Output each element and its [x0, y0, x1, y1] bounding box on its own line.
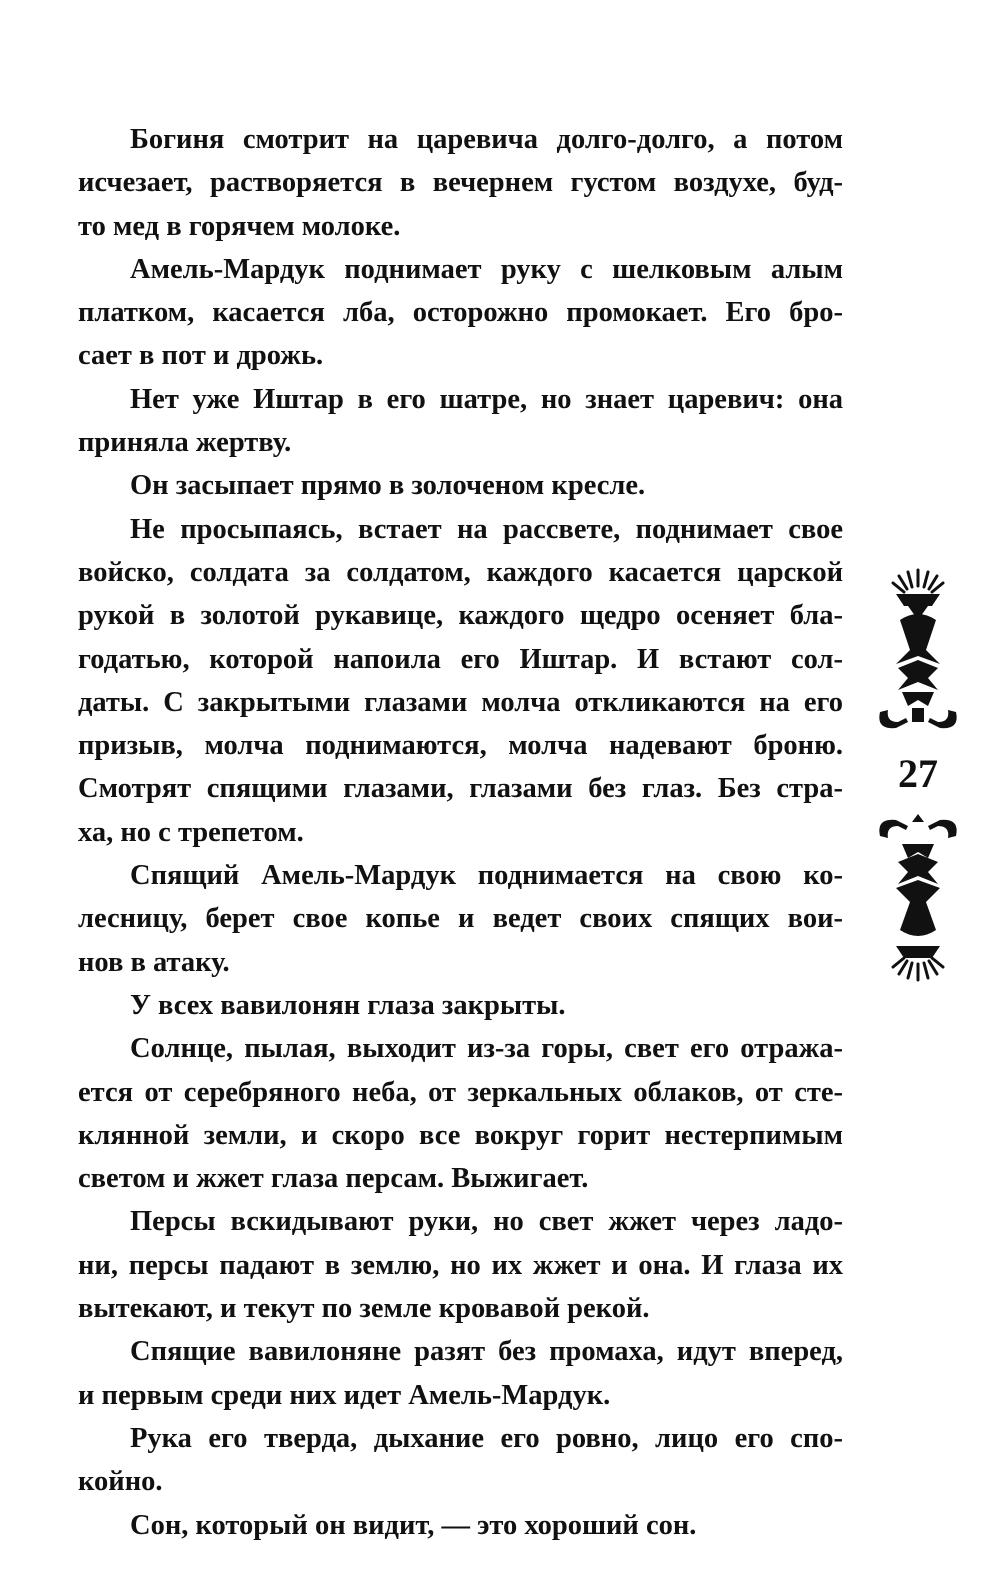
text-line: койно.	[78, 1466, 163, 1498]
text-line: светом и жжет глаза персам. Выжигает.	[78, 1163, 589, 1195]
text-line: Спящие вавилоняне разят без промаха, идут вперед,	[130, 1336, 843, 1368]
paragraph	[78, 984, 843, 1027]
text-line: У всех вавилонян глаза закрыты.	[130, 989, 566, 1021]
text-line: призыв, молча поднимаются, молча надевают броню.	[78, 730, 843, 762]
text-line: Не просыпаясь, встает на рассвете, поднимает свое	[130, 513, 843, 545]
text-line: Богиня смотрит на царевича долго-долго, а потом	[130, 124, 843, 155]
text-line: исчезает, растворяется в вечернем густом воздухе, буд-	[78, 167, 843, 199]
paragraph	[78, 1200, 843, 1330]
paragraph	[78, 378, 843, 465]
text-line: то мед в горячем молоке.	[78, 210, 401, 242]
paragraph	[78, 1027, 843, 1200]
text-line: вытекают, и текут по земле кровавой рекой.	[78, 1293, 650, 1325]
text-line: клянной земли, и скоро все вокруг горит нестерпимым	[78, 1119, 843, 1151]
text-line: платком, касается лба, осторожно промокает. Его бро-	[78, 297, 843, 329]
text-line: лесницу, берет свое копье и ведет своих спящих вои-	[78, 903, 843, 935]
text-line: Рука его тверда, дыхание его ровно, лицо его спо-	[130, 1422, 843, 1454]
paragraph	[78, 248, 843, 378]
text-line: войско, солдата за солдатом, каждого касается царской	[78, 556, 843, 588]
paragraph	[78, 1504, 843, 1547]
paragraph	[78, 508, 843, 854]
paragraph	[78, 854, 843, 984]
paragraph	[78, 118, 843, 248]
text-line: Нет уже Иштар в его шатре, но знает царевич: она	[130, 383, 843, 415]
body-text	[78, 118, 843, 1547]
text-line: Спящий Амель-Мардук поднимается на свою ко-	[130, 860, 843, 892]
paragraph	[78, 1330, 843, 1417]
text-line: рукой в золотой рукавице, каждого щедро осеняет бла-	[78, 600, 843, 632]
text-line: ни, персы падают в землю, но их жжет и она. И глаза их	[78, 1249, 843, 1281]
text-line: приняла жертву.	[78, 427, 292, 459]
text-line: Он засыпает прямо в золоченом кресле.	[130, 470, 646, 502]
text-line: нов в атаку.	[78, 946, 230, 978]
text-line: Сон, который он видит, — это хороший сон.	[130, 1509, 697, 1541]
paragraph	[78, 1417, 843, 1504]
text-line: сает в пот и дрожь.	[78, 340, 324, 372]
text-line: ется от серебряного неба, от зеркальных облаков, от сте-	[78, 1076, 843, 1108]
text-line: годатью, которой напоила его Иштар. И встают сол-	[78, 643, 843, 675]
text-line: ха, но с трепетом.	[78, 816, 304, 848]
paragraph	[78, 464, 843, 507]
text-line: Смотрят спящими глазами, глазами без глаз. Без стра-	[78, 773, 843, 805]
text-line: Персы вскидывают руки, но свет жжет через ладо-	[130, 1206, 843, 1238]
page-number: 27	[866, 750, 970, 797]
text-line: и первым среди них идет Амель-Мардук.	[78, 1379, 611, 1411]
text-line: Солнце, пылая, выходит из-за горы, свет его отража-	[130, 1033, 843, 1065]
text-line: Амель-Мардук поднимает руку с шелковым алым	[130, 253, 843, 285]
text-line: даты. С закрытыми глазами молча откликаются на его	[78, 686, 843, 718]
